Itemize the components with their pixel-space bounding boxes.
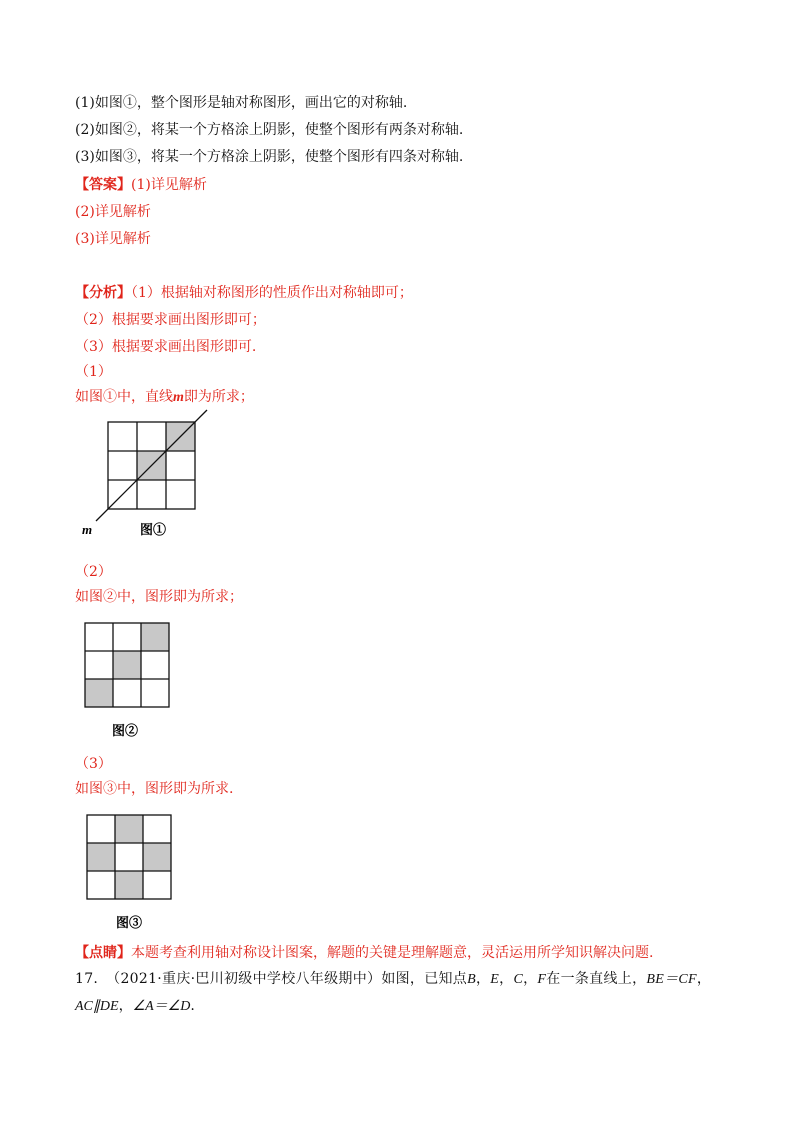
question-3: (3)如图③，将某一个方格涂上阴影，使整个图形有四条对称轴. bbox=[75, 149, 464, 165]
problem-text: 如图，已知点 bbox=[381, 971, 468, 987]
separator: ， bbox=[499, 971, 514, 987]
figure-1 bbox=[78, 406, 218, 546]
comment-text: 本题考查利用轴对称设计图案，解题的关键是理解题意，灵活运用所学知识解决问题. bbox=[131, 945, 654, 961]
part1-label: （1） bbox=[75, 364, 112, 380]
shaded-cell bbox=[115, 871, 143, 899]
analysis-tag: 【分析】 bbox=[75, 285, 131, 301]
problem-text: 在一条直线上， bbox=[546, 971, 647, 987]
point-e: E bbox=[490, 972, 500, 987]
shaded-cell bbox=[141, 623, 169, 651]
part1-var: m bbox=[173, 390, 184, 405]
figure-3 bbox=[86, 814, 176, 934]
separator: ， bbox=[475, 971, 491, 987]
point-b: B bbox=[467, 972, 476, 987]
part1-text-before: 如图①中，直线 bbox=[75, 389, 173, 405]
answer-tag: 【答案】 bbox=[75, 177, 131, 193]
axis-label-m: m bbox=[82, 522, 93, 537]
part1-text-after: 即为所求； bbox=[183, 389, 254, 405]
answer-3: (3)详见解析 bbox=[75, 231, 151, 247]
equation-ac-parallel-de: AC∥DE bbox=[75, 999, 119, 1014]
figure-3-caption: 图③ bbox=[116, 916, 143, 931]
part3-text: 如图③中，图形即为所求. bbox=[75, 781, 234, 797]
part2-text: 如图②中，图形即为所求； bbox=[75, 589, 243, 605]
problem-17-line-2 bbox=[75, 997, 195, 1016]
comment-line bbox=[75, 944, 653, 962]
part3-label: （3） bbox=[75, 756, 112, 772]
point-f: F bbox=[537, 972, 547, 987]
question-2: (2)如图②，将某一个方格涂上阴影，使整个图形有两条对称轴. bbox=[75, 122, 464, 138]
shaded-cell bbox=[115, 815, 143, 843]
shaded-cell bbox=[85, 679, 113, 707]
period: . bbox=[190, 998, 195, 1014]
comment-tag: 【点睛】 bbox=[75, 945, 131, 961]
figure-2 bbox=[84, 622, 174, 742]
shaded-cell bbox=[87, 843, 115, 871]
part1-text bbox=[75, 388, 254, 407]
symmetry-axis-m bbox=[96, 410, 207, 521]
separator: ， bbox=[523, 971, 538, 987]
separator: ， bbox=[118, 998, 133, 1014]
figure-1-caption: 图① bbox=[140, 523, 167, 538]
problem-17-line-1 bbox=[75, 970, 711, 989]
answer-1: (1)详见解析 bbox=[131, 177, 207, 193]
separator: ， bbox=[696, 971, 712, 987]
equation-angle-a-d: ∠A＝∠D bbox=[132, 999, 191, 1014]
analysis-line-1 bbox=[75, 284, 413, 302]
problem-number: 17. bbox=[75, 971, 99, 987]
answer-2: (2)详见解析 bbox=[75, 204, 151, 220]
equation-be-cf: BE＝CF bbox=[646, 972, 697, 987]
answer-line-1 bbox=[75, 176, 207, 194]
figure-2-caption: 图② bbox=[112, 724, 139, 739]
shaded-cell bbox=[143, 843, 171, 871]
point-c: C bbox=[513, 972, 524, 987]
analysis-text-1: （1）根据轴对称图形的性质作出对称轴即可； bbox=[131, 285, 413, 301]
analysis-line-2: （2）根据要求画出图形即可； bbox=[75, 312, 266, 328]
part2-label: （2） bbox=[75, 564, 112, 580]
problem-source: （2021·重庆·巴川初级中学校八年级期中） bbox=[106, 971, 382, 987]
question-1: (1)如图①，整个图形是轴对称图形，画出它的对称轴. bbox=[75, 95, 408, 111]
shaded-cell bbox=[113, 651, 141, 679]
analysis-line-3: （3）根据要求画出图形即可. bbox=[75, 339, 257, 355]
